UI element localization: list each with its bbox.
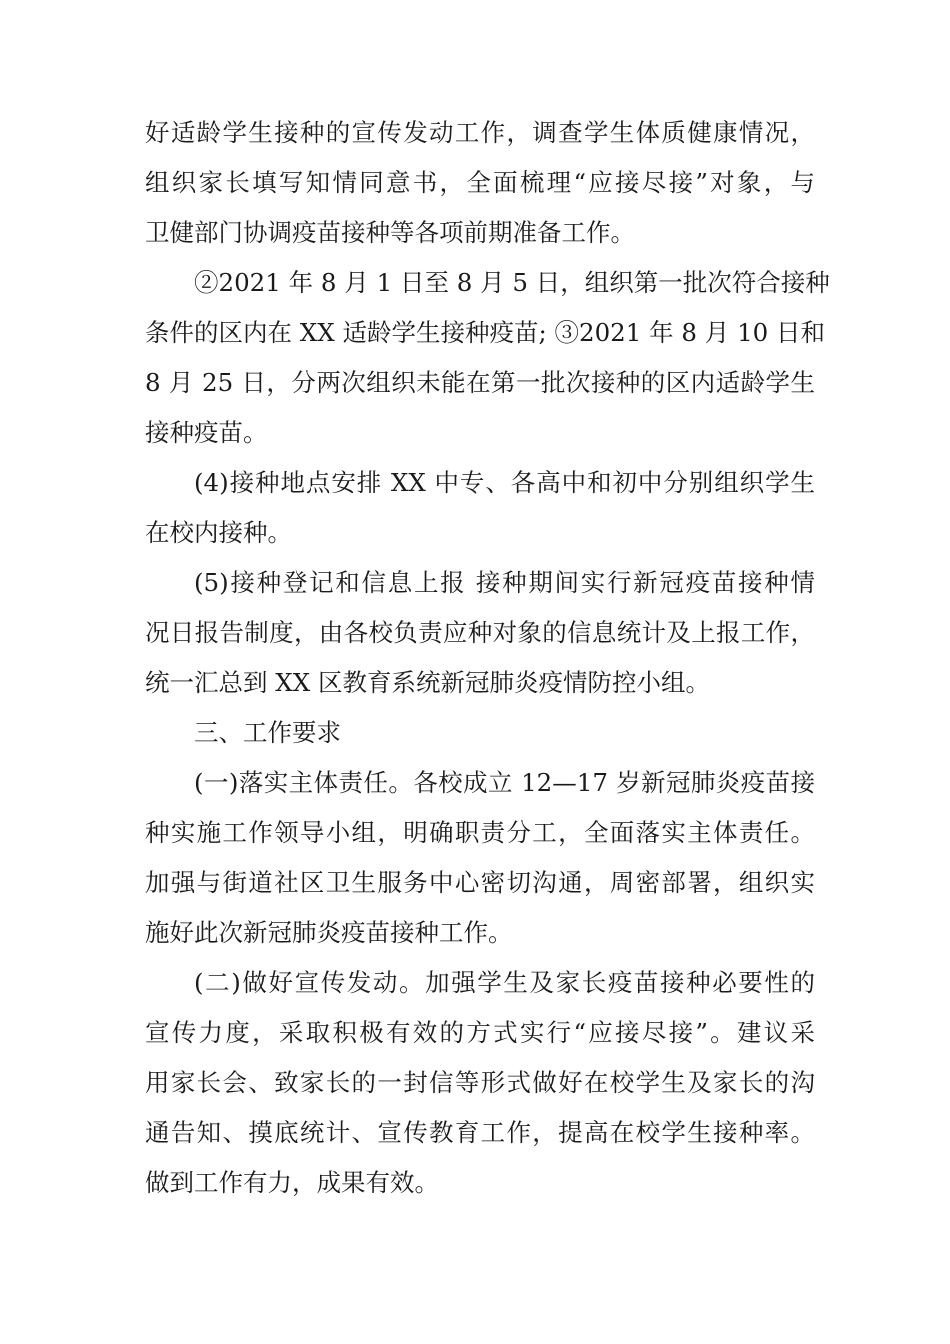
paragraph-p6 [145,758,815,958]
text-line: 通告知、摸底统计、宣传教育工作，提高在校学生接种率。 [145,1118,815,1147]
text-line: 况日报告制度，由各校负责应种对象的信息统计及上报工作， [145,618,815,647]
paragraph-p4 [145,558,815,708]
text-line: 宣传力度，采取积极有效的方式实行“应接尽接”。建议采 [145,1018,815,1047]
text-line: (二)做好宣传发动。加强学生及家长疫苗接种必要性的 [194,968,815,997]
text-line: 在校内接种。 [145,518,292,547]
paragraph-p1 [145,108,815,258]
text-line: 施好此次新冠肺炎疫苗接种工作。 [145,918,513,947]
text-line: 加强与街道社区卫生服务中心密切沟通，周密部署，组织实 [145,868,815,897]
text-line: (一)落实主体责任。各校成立 12—17 岁新冠肺炎疫苗接 [194,768,815,797]
text-line: 8 月 25 日，分两次组织未能在第一批次接种的区内适龄学生 [145,368,815,397]
text-line: 用家长会、致家长的一封信等形式做好在校学生及家长的沟 [145,1068,815,1097]
text-line: ②2021 年 8 月 1 日至 8 月 5 日，组织第一批次符合接种 [194,268,830,297]
text-line: 卫健部门协调疫苗接种等各项前期准备工作。 [145,218,635,247]
text-line: 好适龄学生接种的宣传发动工作，调查学生体质健康情况， [145,118,815,147]
paragraph-p3 [145,458,815,558]
paragraph-p2 [145,258,830,458]
text-line: 做到工作有力，成果有效。 [145,1168,439,1197]
text-line: 三、工作要求 [194,718,341,747]
paragraph-p5 [145,708,815,758]
text-line: 条件的区内在 XX 适龄学生接种疫苗; ③2021 年 8 月 10 日和 [145,318,826,347]
text-line: 种实施工作领导小组，明确职责分工，全面落实主体责任。 [145,818,815,847]
text-line: 接种疫苗。 [145,418,268,447]
text-line: (5)接种登记和信息上报 接种期间实行新冠疫苗接种情 [194,568,815,597]
text-line: 组织家长填写知情同意书，全面梳理“应接尽接”对象，与 [145,168,815,197]
paragraph-p7 [145,958,815,1208]
text-line: (4)接种地点安排 XX 中专、各高中和初中分别组织学生 [194,468,815,497]
body-text [145,108,830,1208]
text-line: 统一汇总到 XX 区教育系统新冠肺炎疫情防控小组。 [145,668,710,697]
